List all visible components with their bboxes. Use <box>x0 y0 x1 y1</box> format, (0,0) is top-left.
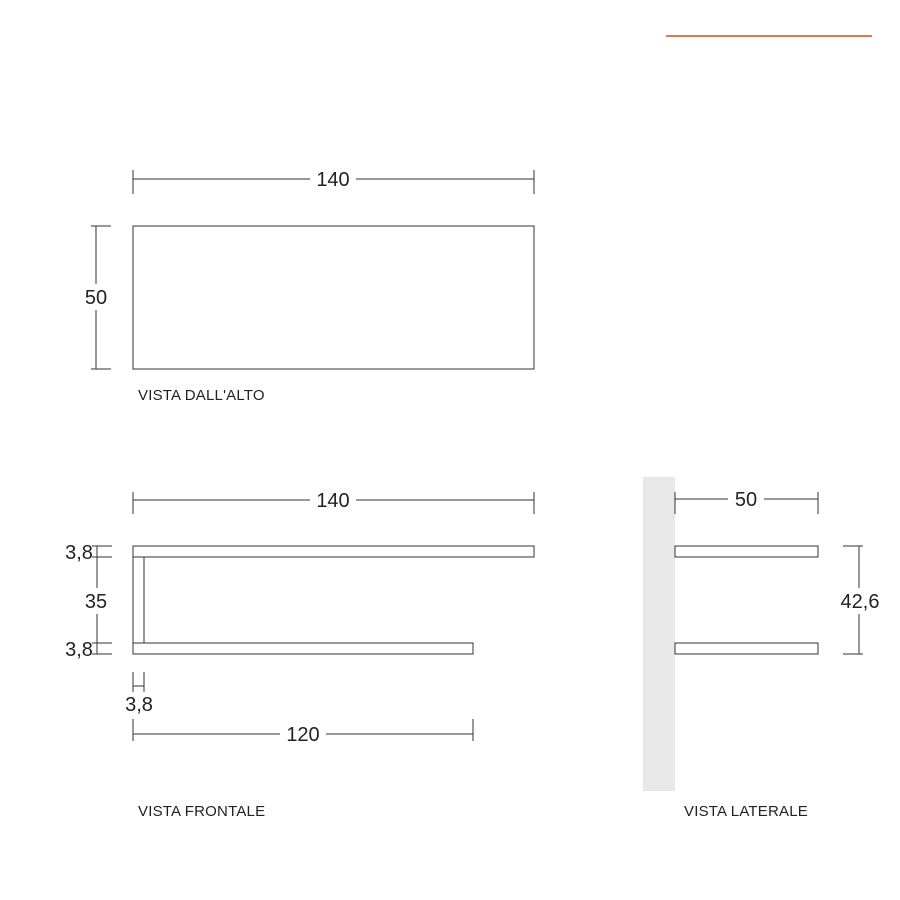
front-width-dimension <box>133 487 534 514</box>
side-height-label: 42,6 <box>840 591 880 613</box>
side-top-shelf <box>675 546 818 557</box>
front-bottom-width-label: 120 <box>286 724 320 746</box>
top-depth-label: 50 <box>84 287 108 309</box>
front-vertical-dimensions <box>65 542 112 661</box>
front-upright-dimension <box>125 672 153 716</box>
front-top-shelf <box>133 546 534 557</box>
top-width-label: 140 <box>316 169 350 191</box>
side-view-caption: VISTA LATERALE <box>684 803 808 820</box>
front-width-label: 140 <box>316 490 350 512</box>
top-shelf-outline <box>133 226 534 369</box>
wall <box>643 477 675 791</box>
front-gap-label: 35 <box>84 591 108 613</box>
front-view-caption: VISTA FRONTALE <box>138 803 266 820</box>
side-view <box>643 477 884 820</box>
front-bottom-shelf <box>133 643 473 654</box>
top-view <box>80 166 534 404</box>
front-bottom-thickness-label: 3,8 <box>65 639 93 661</box>
side-depth-label: 50 <box>734 489 758 511</box>
front-view <box>65 487 534 820</box>
top-view-caption: VISTA DALL'ALTO <box>138 387 265 404</box>
top-depth-dimension <box>80 226 112 369</box>
front-upright <box>133 557 144 643</box>
side-height-dimension <box>836 546 884 654</box>
side-depth-dimension <box>675 486 818 514</box>
front-upright-thickness-label: 3,8 <box>125 694 153 716</box>
top-width-dimension <box>133 166 534 194</box>
side-bottom-shelf <box>675 643 818 654</box>
front-top-thickness-label: 3,8 <box>65 542 93 564</box>
front-bottom-width-dimension <box>133 719 473 747</box>
